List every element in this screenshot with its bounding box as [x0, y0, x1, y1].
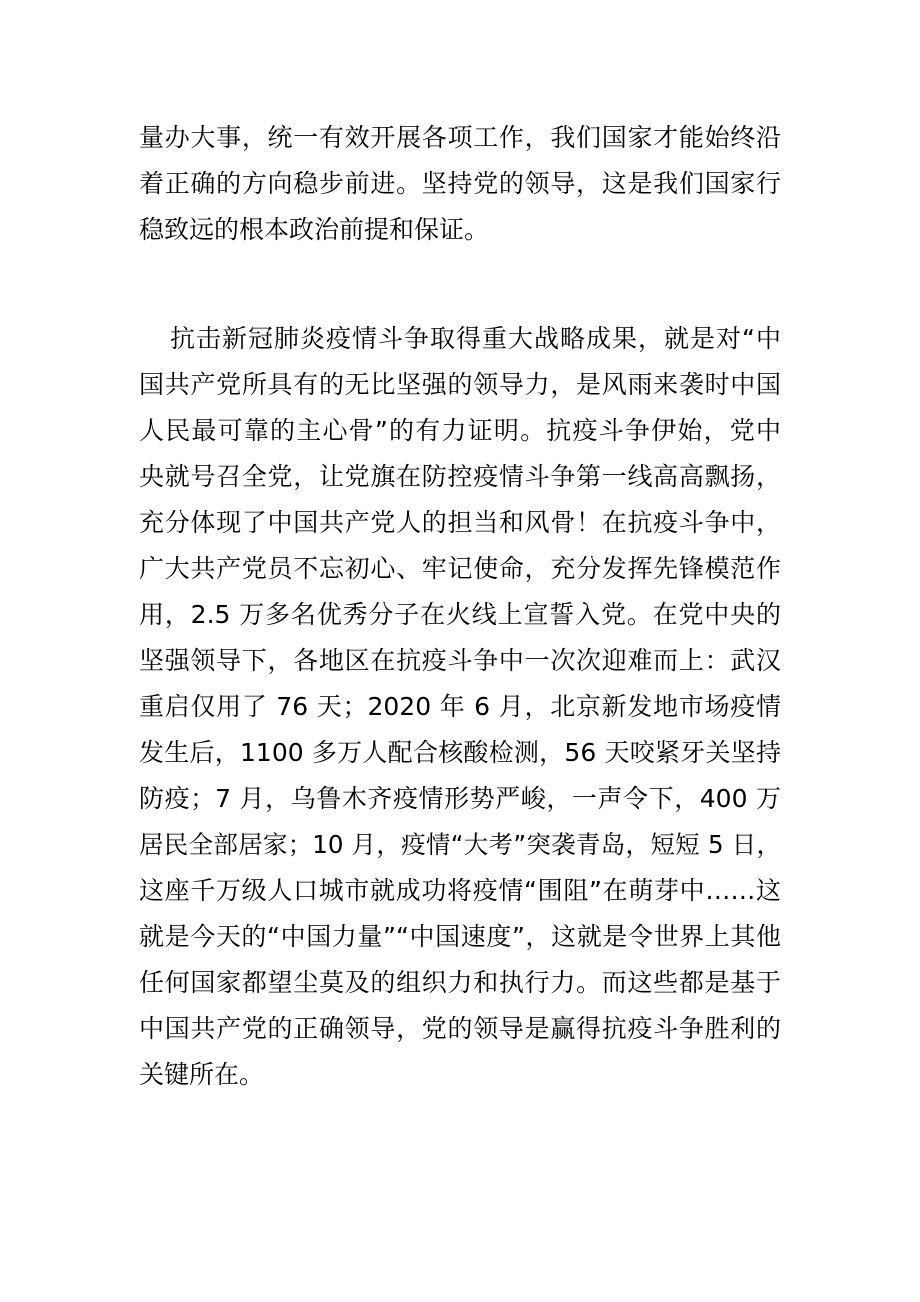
paragraph-2-line-16: 中国共产党的正确领导，党的领导是赢得抗疫斗争胜利的	[139, 1014, 781, 1043]
paragraph-2-line-6: 广大共产党员不忘初心、牢记使命，充分发挥先锋模范作	[139, 554, 781, 583]
paragraph-2-line-15: 任何国家都望尘莫及的组织力和执行力。而这些都是基于	[139, 968, 781, 997]
paragraph-2-line-2: 国共产党所具有的无比坚强的领导力，是风雨来袭时中国	[139, 370, 781, 399]
paragraph-2-line-14: 就是今天的“中国力量”“中国速度”，这就是令世界上其他	[139, 922, 781, 951]
paragraph-2-line-1: 抗击新冠肺炎疫情斗争取得重大战略成果，就是对“中	[170, 324, 781, 353]
paragraph-2-line-11: 防疫；7 月，乌鲁木齐疫情形势严峻，一声令下，400 万	[139, 784, 781, 813]
paragraph-1-line-2: 着正确的方向稳步前进。坚持党的领导，这是我们国家行	[139, 169, 781, 198]
paragraph-2-line-17: 关键所在。	[139, 1060, 265, 1089]
paragraph-2-line-5: 充分体现了中国共产党人的担当和风骨！在抗疫斗争中，	[139, 508, 781, 537]
paragraph-2-line-3: 人民最可靠的主心骨”的有力证明。抗疫斗争伊始，党中	[139, 416, 781, 445]
paragraph-1-line-3: 稳致远的根本政治前提和保证。	[139, 215, 490, 244]
paragraph-2-line-9: 重启仅用了 76 天；2020 年 6 月，北京新发地市场疫情	[139, 692, 781, 721]
paragraph-2-line-10: 发生后，1100 多万人配合核酸检测，56 天咬紧牙关坚持	[139, 738, 781, 767]
paragraph-2-line-7: 用，2.5 万多名优秀分子在火线上宣誓入党。在党中央的	[139, 600, 781, 629]
paragraph-2-line-4: 央就号召全党，让党旗在防控疫情斗争第一线高高飘扬，	[139, 462, 781, 491]
paragraph-2-line-8: 坚强领导下，各地区在抗疫斗争中一次次迎难而上：武汉	[139, 646, 781, 675]
paragraph-2-line-12: 居民全部居家；10 月，疫情“大考”突袭青岛，短短 5 日，	[139, 830, 781, 859]
paragraph-1-line-1: 量办大事，统一有效开展各项工作，我们国家才能始终沿	[139, 123, 781, 152]
paragraph-2-line-13: 这座千万级人口城市就成功将疫情“围阻”在萌芽中……这	[139, 876, 781, 905]
